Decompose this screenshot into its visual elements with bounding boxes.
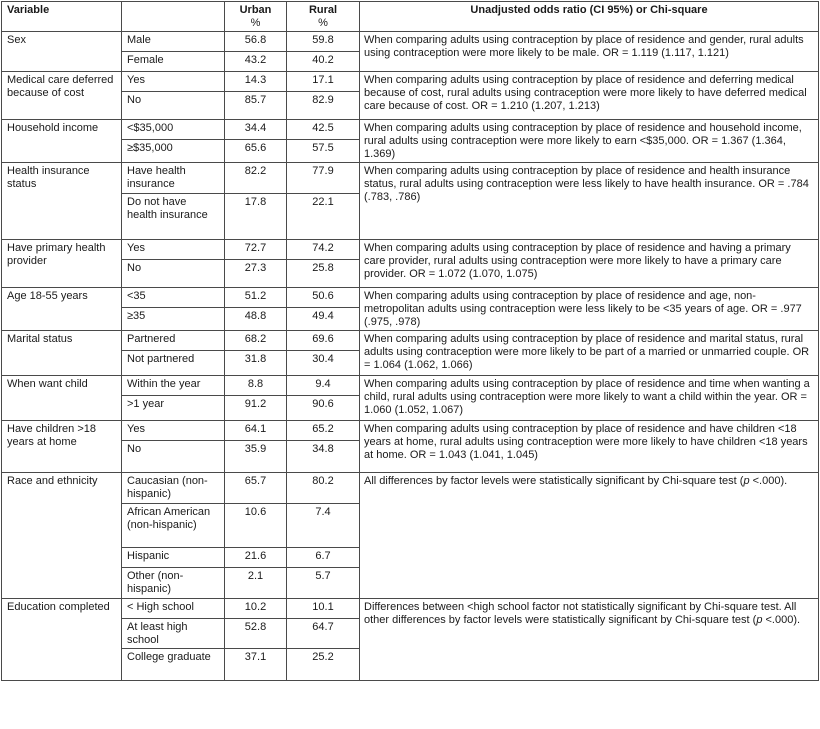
odds-ratio-text-end: <.000). xyxy=(749,475,788,487)
rural-percent-cell: 25.8 xyxy=(287,260,360,288)
variable-cell: Age 18-55 years xyxy=(2,288,122,331)
table-row xyxy=(2,32,819,52)
p-value-symbol: p xyxy=(756,614,763,626)
rural-percent-cell: 50.6 xyxy=(287,288,360,308)
level-cell: ≥$35,000 xyxy=(122,140,225,163)
rural-percent-cell: 40.2 xyxy=(287,52,360,72)
header-urban-label: Urban xyxy=(239,4,272,16)
urban-percent-cell: 2.1 xyxy=(225,568,287,599)
odds-ratio-cell: When comparing adults using contraception by place of residence and having a primary care provider, rural adults using contraception were more likely to have a primary care provider. OR = 1.072 (1.070, 1.075) xyxy=(360,240,819,288)
urban-percent-cell: 64.1 xyxy=(225,421,287,441)
header-urban xyxy=(225,2,287,32)
rural-percent-cell: 49.4 xyxy=(287,308,360,331)
header-odds-ratio: Unadjusted odds ratio (CI 95%) or Chi-square xyxy=(360,2,819,32)
odds-ratio-text: Differences between <high school factor not statistically significant by Chi-square test. All other differences by factor levels were statistically significant by Chi-square test ( xyxy=(364,601,797,626)
level-cell: Have health insurance xyxy=(122,163,225,194)
urban-percent-cell: 65.6 xyxy=(225,140,287,163)
level-cell: Female xyxy=(122,52,225,72)
level-cell: >1 year xyxy=(122,396,225,421)
level-cell: Yes xyxy=(122,240,225,260)
rural-percent-cell: 90.6 xyxy=(287,396,360,421)
level-cell: Not partnered xyxy=(122,351,225,376)
urban-percent-cell: 51.2 xyxy=(225,288,287,308)
header-rural-label: Rural xyxy=(308,4,338,16)
urban-percent-cell: 68.2 xyxy=(225,331,287,351)
odds-ratio-cell: When comparing adults using contraception by place of residence and household income, rural adults using contraception were more likely to earn <$35,000. OR = 1.367 (1.364, 1.369) xyxy=(360,120,819,163)
odds-ratio-cell: When comparing adults using contraception by place of residence and health insurance status, rural adults using contraception were less likely to have health insurance. OR = .784 (.783, .786) xyxy=(360,163,819,240)
level-cell: No xyxy=(122,260,225,288)
rural-percent-cell: 69.6 xyxy=(287,331,360,351)
header-variable: Variable xyxy=(2,2,122,32)
rural-percent-cell: 74.2 xyxy=(287,240,360,260)
odds-ratio-cell xyxy=(360,599,819,681)
rural-percent-cell: 64.7 xyxy=(287,619,360,649)
rural-percent-cell: 65.2 xyxy=(287,421,360,441)
variable-cell: Sex xyxy=(2,32,122,72)
contraception-comparison-table xyxy=(1,1,819,681)
level-cell: College graduate xyxy=(122,649,225,681)
rural-percent-cell: 7.4 xyxy=(287,504,360,548)
variable-cell: Household income xyxy=(2,120,122,163)
level-cell: At least high school xyxy=(122,619,225,649)
urban-percent-cell: 14.3 xyxy=(225,72,287,92)
odds-ratio-cell: When comparing adults using contraception by place of residence and gender, rural adults using contraception were more likely to be male. OR = 1.119 (1.117, 1.121) xyxy=(360,32,819,72)
odds-ratio-cell: When comparing adults using contraception by place of residence and have children <18 years at home, rural adults using contraception were more likely to have children <18 years at home. OR = 1.043 (1.041, 1.045) xyxy=(360,421,819,473)
level-cell: Partnered xyxy=(122,331,225,351)
level-cell: Yes xyxy=(122,421,225,441)
level-cell: <$35,000 xyxy=(122,120,225,140)
variable-cell: Health insurance status xyxy=(2,163,122,240)
odds-ratio-cell: When comparing adults using contraception by place of residence and marital status, rural adults using contraception were more likely to be part of a married or unmarried couple. OR = 1.064 (1.062, 1.066) xyxy=(360,331,819,376)
level-cell: < High school xyxy=(122,599,225,619)
urban-percent-cell: 27.3 xyxy=(225,260,287,288)
table-row xyxy=(2,331,819,351)
odds-ratio-cell: When comparing adults using contraception by place of residence and time when wanting a child, rural adults using contraception were more likely to want a child within the year. OR = 1.060 (1.052, 1.067) xyxy=(360,376,819,421)
level-cell: Do not have health insurance xyxy=(122,194,225,240)
urban-percent-cell: 43.2 xyxy=(225,52,287,72)
rural-percent-cell: 10.1 xyxy=(287,599,360,619)
level-cell: No xyxy=(122,441,225,473)
urban-percent-cell: 48.8 xyxy=(225,308,287,331)
table-row xyxy=(2,473,819,504)
level-cell: African American (non-hispanic) xyxy=(122,504,225,548)
variable-cell: Medical care deferred because of cost xyxy=(2,72,122,120)
variable-cell: Marital status xyxy=(2,331,122,376)
urban-percent-cell: 31.8 xyxy=(225,351,287,376)
urban-percent-cell: 56.8 xyxy=(225,32,287,52)
level-cell: Yes xyxy=(122,72,225,92)
variable-cell: When want child xyxy=(2,376,122,421)
level-cell: Male xyxy=(122,32,225,52)
variable-cell: Have children >18 years at home xyxy=(2,421,122,473)
rural-percent-cell: 82.9 xyxy=(287,92,360,120)
rural-percent-cell: 25.2 xyxy=(287,649,360,681)
odds-ratio-cell: When comparing adults using contraception by place of residence and age, non-metropolitan adults using contraception were less likely to be <35 years of age. OR = .977 (.975, .978) xyxy=(360,288,819,331)
table-row xyxy=(2,120,819,140)
urban-percent-cell: 91.2 xyxy=(225,396,287,421)
table-row xyxy=(2,163,819,194)
rural-percent-cell: 34.8 xyxy=(287,441,360,473)
urban-percent-cell: 17.8 xyxy=(225,194,287,240)
rural-percent-cell: 57.5 xyxy=(287,140,360,163)
urban-percent-cell: 52.8 xyxy=(225,619,287,649)
table-row xyxy=(2,376,819,396)
rural-percent-cell: 30.4 xyxy=(287,351,360,376)
level-cell: ≥35 xyxy=(122,308,225,331)
urban-percent-cell: 72.7 xyxy=(225,240,287,260)
header-urban-unit: % xyxy=(250,17,261,29)
urban-percent-cell: 37.1 xyxy=(225,649,287,681)
level-cell: Other (non-hispanic) xyxy=(122,568,225,599)
urban-percent-cell: 10.2 xyxy=(225,599,287,619)
urban-percent-cell: 65.7 xyxy=(225,473,287,504)
header-rural xyxy=(287,2,360,32)
variable-cell: Race and ethnicity xyxy=(2,473,122,599)
rural-percent-cell: 77.9 xyxy=(287,163,360,194)
rural-percent-cell: 59.8 xyxy=(287,32,360,52)
level-cell: Within the year xyxy=(122,376,225,396)
table-row xyxy=(2,421,819,441)
table-row xyxy=(2,288,819,308)
odds-ratio-text-end: <.000). xyxy=(762,614,801,626)
urban-percent-cell: 35.9 xyxy=(225,441,287,473)
urban-percent-cell: 8.8 xyxy=(225,376,287,396)
table-row xyxy=(2,599,819,619)
table-row xyxy=(2,72,819,92)
table-body xyxy=(2,32,819,681)
odds-ratio-cell: When comparing adults using contraception by place of residence and deferring medical because of cost, rural adults using contraception were more likely to have deferred medical care because of cost. OR = 1.210 (1.207, 1.213) xyxy=(360,72,819,120)
urban-percent-cell: 10.6 xyxy=(225,504,287,548)
header-rural-unit: % xyxy=(318,17,328,29)
rural-percent-cell: 6.7 xyxy=(287,548,360,568)
rural-percent-cell: 42.5 xyxy=(287,120,360,140)
rural-percent-cell: 80.2 xyxy=(287,473,360,504)
urban-percent-cell: 85.7 xyxy=(225,92,287,120)
urban-percent-cell: 82.2 xyxy=(225,163,287,194)
level-cell: <35 xyxy=(122,288,225,308)
table-row xyxy=(2,240,819,260)
variable-cell: Have primary health provider xyxy=(2,240,122,288)
level-cell: Caucasian (non-hispanic) xyxy=(122,473,225,504)
urban-percent-cell: 21.6 xyxy=(225,548,287,568)
odds-ratio-text: All differences by factor levels were statistically significant by Chi-square test ( xyxy=(364,475,744,487)
rural-percent-cell: 5.7 xyxy=(287,568,360,599)
level-cell: Hispanic xyxy=(122,548,225,568)
rural-percent-cell: 17.1 xyxy=(287,72,360,92)
level-cell: No xyxy=(122,92,225,120)
odds-ratio-cell xyxy=(360,473,819,599)
variable-cell: Education completed xyxy=(2,599,122,681)
table-header-row xyxy=(2,2,819,32)
rural-percent-cell: 9.4 xyxy=(287,376,360,396)
header-level xyxy=(122,2,225,32)
p-value-symbol: p xyxy=(743,475,750,487)
rural-percent-cell: 22.1 xyxy=(287,194,360,240)
urban-percent-cell: 34.4 xyxy=(225,120,287,140)
